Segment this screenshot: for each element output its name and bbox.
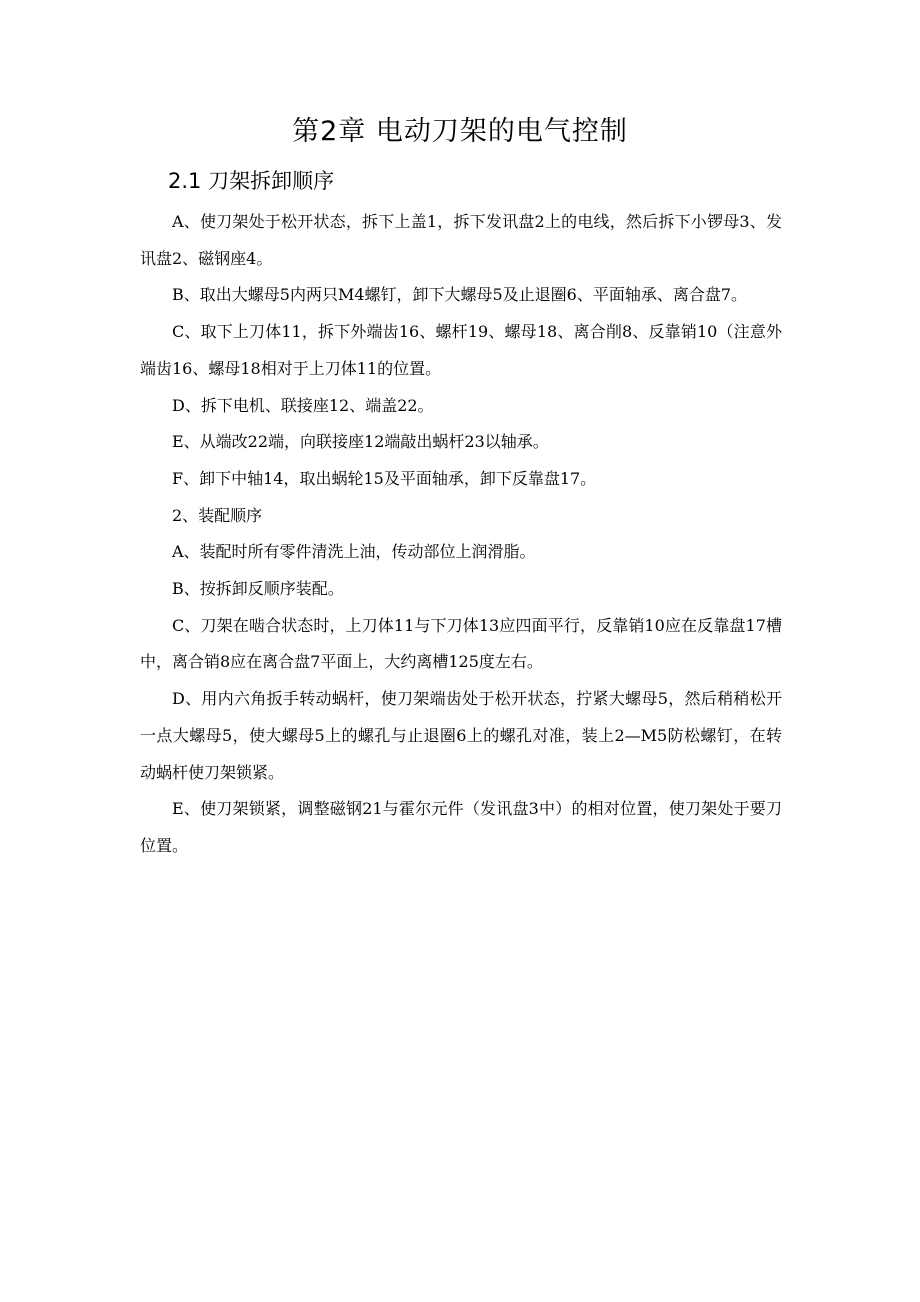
paragraph-disassembly-e: E、从端改22端，向联接座12端敲出蜗杆23以轴承。 xyxy=(172,432,549,452)
document-body xyxy=(140,204,782,865)
paragraph-assembly-d: D、用内六角扳手转动蜗杆，使刀架端齿处于松开状态，拧紧大螺母5，然后稍稍松开一点大螺母5，使大螺母5上的螺孔与止退圈6上的螺孔对准，装上2—M5防松螺钉，在转动蜗杆使刀架锁紧。 xyxy=(140,689,782,782)
paragraph-disassembly-a: A、使刀架处于松开状态，拆下上盖1，拆下发讯盘2上的电线，然后拆下小锣母3、发讯盘2、磁钢座4。 xyxy=(140,212,782,268)
paragraph-assembly-b: B、按拆卸反顺序装配。 xyxy=(172,579,344,599)
paragraph-disassembly-b: B、取出大螺母5内两只M4螺钉，卸下大螺母5及止退圈6、平面轴承、离合盘7。 xyxy=(172,285,748,305)
chapter-title: 第2章 电动刀架的电气控制 xyxy=(292,116,628,147)
paragraph-assembly-c: C、刀架在啮合状态时，上刀体11与下刀体13应四面平行，反靠销10应在反靠盘17槽中，离合销8应在离合盘7平面上，大约离槽125度左右。 xyxy=(140,615,782,672)
section-title: 2.1 刀架拆卸顺序 xyxy=(168,169,335,193)
paragraph-disassembly-d: D、拆下电机、联接座12、端盖22。 xyxy=(172,395,434,415)
paragraph-disassembly-c: C、取下上刀体11，拆下外端齿16、螺杆19、螺母18、离合削8、反靠销10（注意外端齿16、螺母18相对于上刀体11的位置。 xyxy=(140,322,782,378)
paragraph-disassembly-f: F、卸下中轴14，取出蜗轮15及平面轴承，卸下反靠盘17。 xyxy=(172,468,597,488)
paragraph-assembly-a: A、装配时所有零件清洗上油，传动部位上润滑脂。 xyxy=(172,542,536,562)
assembly-order-heading: 2、装配顺序 xyxy=(172,505,263,525)
paragraph-assembly-e: E、使刀架锁紧，调整磁钢21与霍尔元件（发讯盘3中）的相对位置，使刀架处于要刀位置。 xyxy=(140,799,782,855)
